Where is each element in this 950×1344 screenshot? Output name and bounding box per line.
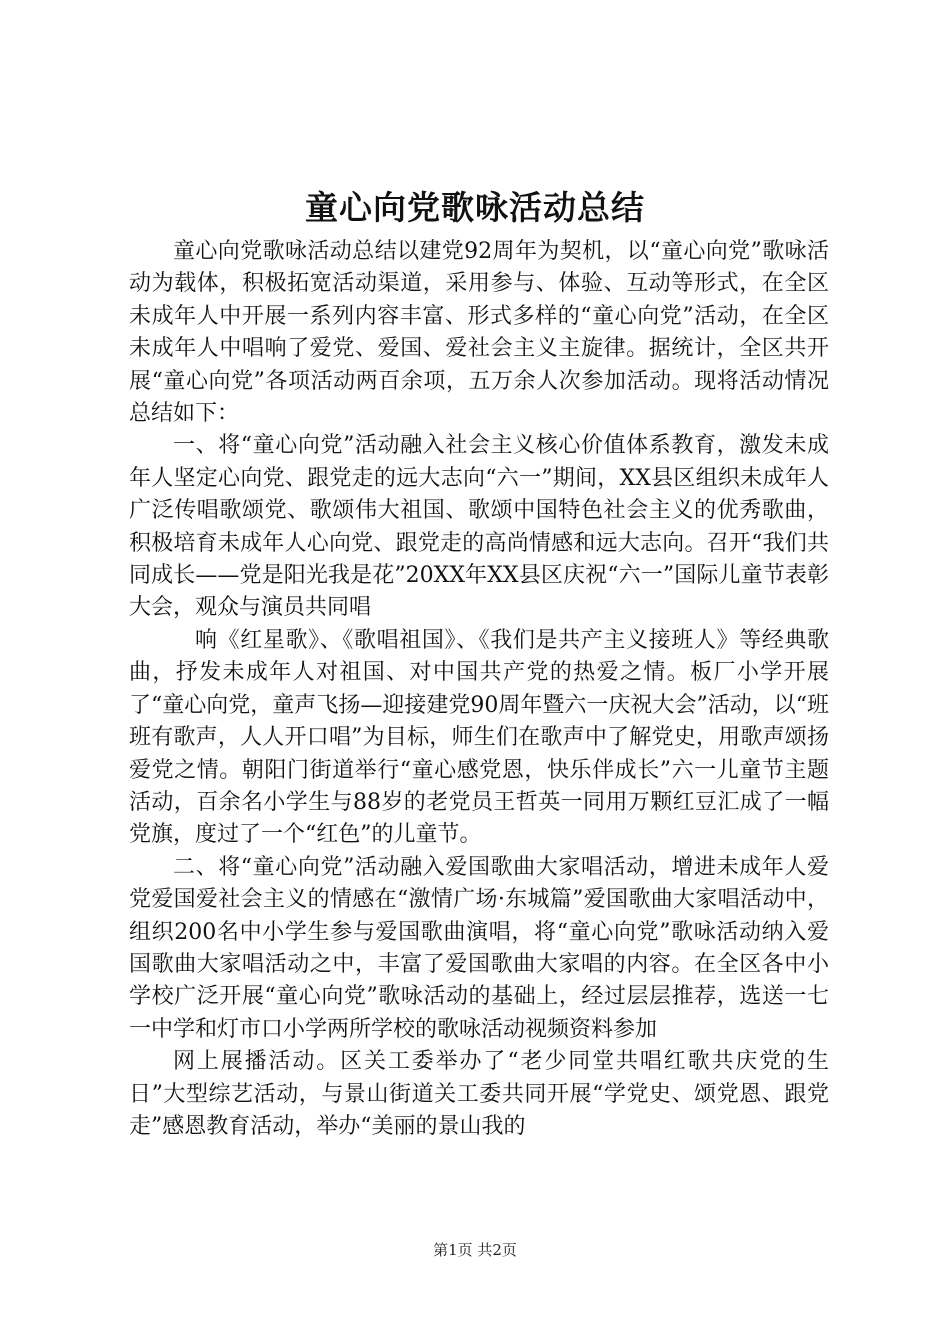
document-body	[129, 236, 829, 1143]
paragraph-section-one-continued: 响《红星歌》、《歌唱祖国》、《我们是共产主义接班人》等经典歌曲，抒发未成年人对祖国、对中国共产党的热爱之情。板厂小学开展了“童心向党，童声飞扬—迎接建党90周年暨六一庆祝大会”活动，以“班班有歌声，人人开口唱”为目标，师生们在歌声中了解党史，用歌声颂扬爱党之情。朝阳门街道举行“童心感党恩，快乐伴成长”六一儿童节主题活动，百余名小学生与88岁的老党员王哲英一同用万颗红豆汇成了一幅党旗，度过了一个“红色”的儿童节。	[129, 627, 829, 848]
paragraph-intro: 童心向党歌咏活动总结以建党92周年为契机，以“童心向党”歌咏活动为载体，积极拓宽活动渠道，采用参与、体验、互动等形式，在全区未成年人中开展一系列内容丰富、形式多样的“童心向党”活动，在全区未成年人中唱响了爱党、爱国、爱社会主义主旋律。据统计，全区共开展“童心向党”各项活动两百余项，五万余人次参加活动。现将活动情况总结如下：	[129, 239, 829, 427]
document-title: 童心向党歌咏活动总结	[305, 188, 645, 227]
paragraph-section-two: 二、将“童心向党”活动融入爱国歌曲大家唱活动，增进未成年人爱党爱国爱社会主义的情感在“激情广场·东城篇”爱国歌曲大家唱活动中，组织200名中小学生参与爱国歌曲演唱，将“童心向党”歌咏活动纳入爱国歌曲大家唱活动之中，丰富了爱国歌曲大家唱的内容。在全区各中小学校广泛开展“童心向党”歌咏活动的基础上，经过层层推荐，选送一七一中学和灯市口小学两所学校的歌咏活动视频资料参加	[129, 854, 829, 1042]
page-number-footer: 第1页 共2页	[433, 1241, 517, 1259]
paragraph-section-one: 一、将“童心向党”活动融入社会主义核心价值体系教育，激发未成年人坚定心向党、跟党走的远大志向“六一”期间，XX县区组织未成年人广泛传唱歌颂党、歌颂伟大祖国、歌颂中国特色社会主义的优秀歌曲，积极培育未成年人心向党、跟党走的高尚情感和远大志向。召开“我们共同成长——党是阳光我是花”20XX年XX县区庆祝“六一”国际儿童节表彰大会，观众与演员共同唱	[129, 433, 829, 621]
paragraph-section-two-continued: 网上展播活动。区关工委举办了“老少同堂共唱红歌共庆党的生日”大型综艺活动，与景山街道关工委共同开展“学党史、颂党恩、跟党走”感恩教育活动，举办“美丽的景山我的	[129, 1049, 829, 1139]
